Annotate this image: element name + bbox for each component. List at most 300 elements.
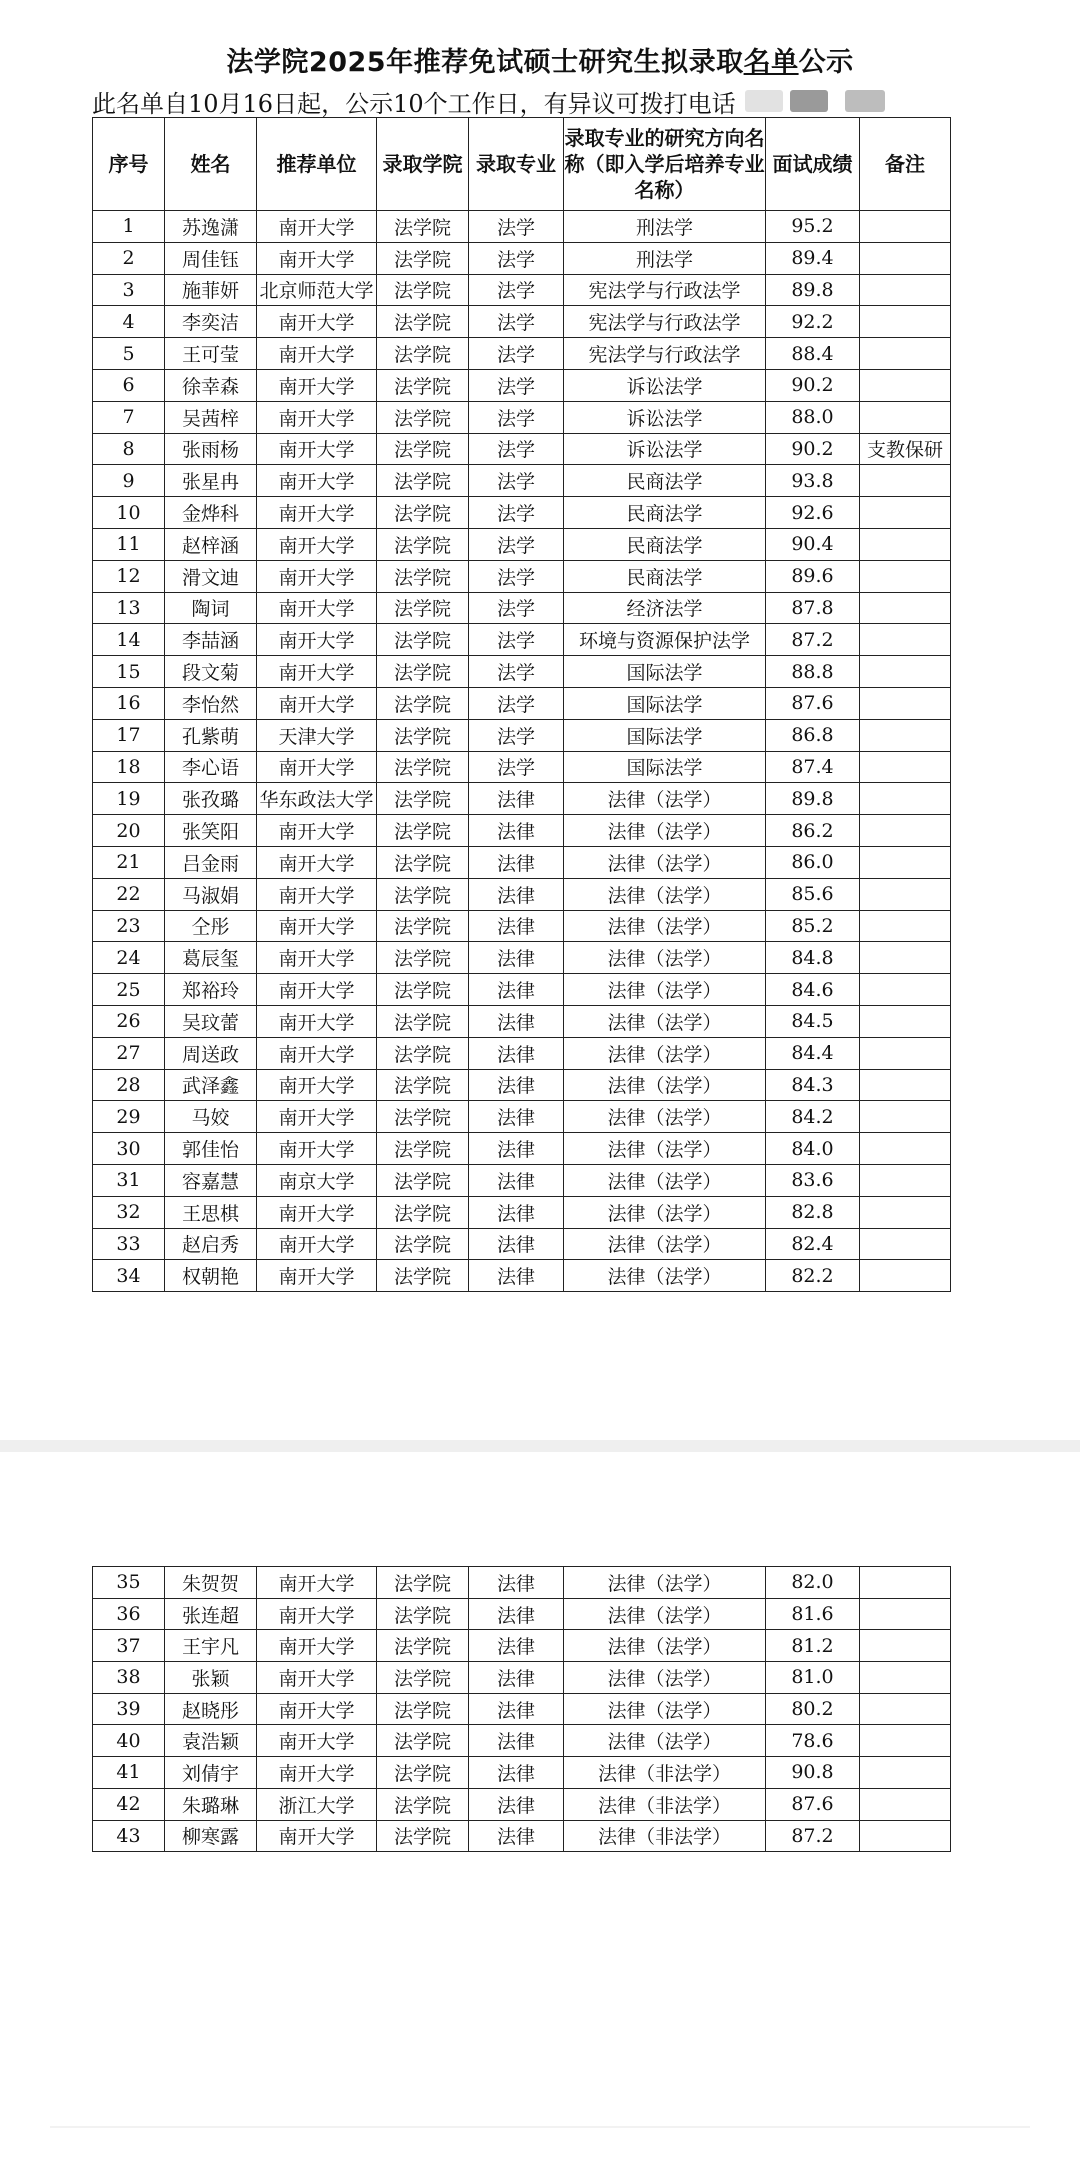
header-direction: 录取专业的研究方向名称（即入学后培养专业名称） [564, 118, 766, 211]
cell-major: 法学 [469, 656, 564, 688]
cell-score: 87.8 [766, 592, 860, 624]
cell-school: 南开大学 [257, 338, 377, 370]
cell-index: 16 [93, 687, 165, 719]
cell-remark [860, 687, 951, 719]
cell-score: 84.2 [766, 1101, 860, 1133]
cell-school: 南开大学 [257, 1037, 377, 1069]
cell-college: 法学院 [377, 1662, 469, 1694]
cell-index: 22 [93, 878, 165, 910]
cell-direction: 国际法学 [564, 656, 766, 688]
table-row [93, 878, 951, 910]
cell-school: 南开大学 [257, 656, 377, 688]
cell-name: 葛辰玺 [165, 942, 257, 974]
cell-college: 法学院 [377, 1037, 469, 1069]
table-row [93, 624, 951, 656]
cell-direction: 法律（法学） [564, 815, 766, 847]
cell-direction: 宪法学与行政法学 [564, 274, 766, 306]
table-row [93, 242, 951, 274]
cell-direction: 环境与资源保护法学 [564, 624, 766, 656]
cell-index: 36 [93, 1598, 165, 1630]
cell-score: 84.0 [766, 1133, 860, 1165]
cell-score: 87.6 [766, 1788, 860, 1820]
cell-score: 87.4 [766, 751, 860, 783]
cell-score: 84.8 [766, 942, 860, 974]
table-row [93, 783, 951, 815]
cell-name: 吕金雨 [165, 846, 257, 878]
cell-remark [860, 1757, 951, 1789]
cell-name: 周送政 [165, 1037, 257, 1069]
cell-college: 法学院 [377, 528, 469, 560]
cell-college: 法学院 [377, 274, 469, 306]
cell-direction: 经济法学 [564, 592, 766, 624]
cell-direction: 民商法学 [564, 560, 766, 592]
cell-remark [860, 1630, 951, 1662]
cell-school: 南开大学 [257, 1196, 377, 1228]
cell-school: 南京大学 [257, 1164, 377, 1196]
cell-major: 法律 [469, 1228, 564, 1260]
cell-name: 李心语 [165, 751, 257, 783]
cell-major: 法律 [469, 1630, 564, 1662]
cell-remark [860, 1005, 951, 1037]
cell-index: 28 [93, 1069, 165, 1101]
cell-direction: 法律（非法学） [564, 1788, 766, 1820]
header-name: 姓名 [165, 118, 257, 211]
cell-major: 法律 [469, 1133, 564, 1165]
cell-index: 1 [93, 211, 165, 243]
cell-school: 南开大学 [257, 560, 377, 592]
cell-college: 法学院 [377, 497, 469, 529]
cell-remark [860, 1228, 951, 1260]
cell-direction: 法律（法学） [564, 783, 766, 815]
cell-major: 法律 [469, 783, 564, 815]
cell-college: 法学院 [377, 1133, 469, 1165]
table-row [93, 1260, 951, 1292]
cell-name: 朱璐琳 [165, 1788, 257, 1820]
cell-direction: 法律（法学） [564, 878, 766, 910]
cell-school: 南开大学 [257, 1662, 377, 1694]
cell-index: 6 [93, 369, 165, 401]
table-row [93, 942, 951, 974]
cell-school: 南开大学 [257, 624, 377, 656]
cell-remark [860, 1662, 951, 1694]
admission-table [92, 117, 951, 1292]
cell-score: 82.4 [766, 1228, 860, 1260]
cell-major: 法律 [469, 1069, 564, 1101]
cell-major: 法律 [469, 846, 564, 878]
cell-major: 法学 [469, 338, 564, 370]
cell-index: 43 [93, 1820, 165, 1852]
table-row [93, 910, 951, 942]
cell-name: 武泽鑫 [165, 1069, 257, 1101]
title-prefix: 法学院2025年推荐免试硕士研究生拟录取 [226, 47, 744, 78]
cell-major: 法学 [469, 401, 564, 433]
cell-direction: 诉讼法学 [564, 401, 766, 433]
table-row [93, 656, 951, 688]
table-row [93, 1567, 951, 1599]
cell-direction: 民商法学 [564, 497, 766, 529]
cell-name: 王可莹 [165, 338, 257, 370]
cell-index: 23 [93, 910, 165, 942]
cell-college: 法学院 [377, 1725, 469, 1757]
cell-direction: 法律（法学） [564, 1662, 766, 1694]
cell-index: 25 [93, 974, 165, 1006]
table-row [93, 1037, 951, 1069]
table-row [93, 687, 951, 719]
cell-major: 法律 [469, 1037, 564, 1069]
cell-school: 南开大学 [257, 369, 377, 401]
cell-remark [860, 528, 951, 560]
cell-score: 89.4 [766, 242, 860, 274]
cell-index: 29 [93, 1101, 165, 1133]
cell-major: 法律 [469, 1567, 564, 1599]
cell-direction: 法律（法学） [564, 1725, 766, 1757]
cell-score: 86.2 [766, 815, 860, 847]
header-major: 录取专业 [469, 118, 564, 211]
cell-name: 权朝艳 [165, 1260, 257, 1292]
cell-score: 86.0 [766, 846, 860, 878]
table-row [93, 1757, 951, 1789]
page-gap [0, 1440, 1080, 1452]
cell-major: 法律 [469, 1101, 564, 1133]
cell-index: 12 [93, 560, 165, 592]
cell-name: 李喆涵 [165, 624, 257, 656]
cell-remark [860, 1598, 951, 1630]
cell-name: 王宇凡 [165, 1630, 257, 1662]
cell-score: 81.6 [766, 1598, 860, 1630]
cell-college: 法学院 [377, 1820, 469, 1852]
cell-score: 95.2 [766, 211, 860, 243]
cell-college: 法学院 [377, 846, 469, 878]
cell-index: 34 [93, 1260, 165, 1292]
cell-major: 法学 [469, 274, 564, 306]
cell-name: 徐幸森 [165, 369, 257, 401]
table-row [93, 1164, 951, 1196]
cell-school: 南开大学 [257, 1133, 377, 1165]
cell-index: 15 [93, 656, 165, 688]
table-row [93, 560, 951, 592]
cell-score: 88.0 [766, 401, 860, 433]
redacted-phone-block [845, 90, 885, 112]
cell-college: 法学院 [377, 369, 469, 401]
cell-college: 法学院 [377, 1196, 469, 1228]
cell-score: 82.8 [766, 1196, 860, 1228]
cell-school: 南开大学 [257, 433, 377, 465]
cell-direction: 法律（法学） [564, 910, 766, 942]
cell-score: 81.0 [766, 1662, 860, 1694]
cell-college: 法学院 [377, 1005, 469, 1037]
cell-school: 天津大学 [257, 719, 377, 751]
cell-school: 南开大学 [257, 751, 377, 783]
cell-score: 90.8 [766, 1757, 860, 1789]
cell-score: 81.2 [766, 1630, 860, 1662]
cell-index: 38 [93, 1662, 165, 1694]
cell-index: 14 [93, 624, 165, 656]
cell-name: 袁浩颖 [165, 1725, 257, 1757]
cell-name: 孔紫萌 [165, 719, 257, 751]
cell-school: 南开大学 [257, 910, 377, 942]
cell-direction: 法律（法学） [564, 974, 766, 1006]
cell-name: 仝彤 [165, 910, 257, 942]
cell-college: 法学院 [377, 306, 469, 338]
cell-school: 南开大学 [257, 592, 377, 624]
cell-name: 王思棋 [165, 1196, 257, 1228]
table-row [93, 433, 951, 465]
cell-remark [860, 846, 951, 878]
cell-school: 南开大学 [257, 942, 377, 974]
cell-major: 法学 [469, 242, 564, 274]
cell-major: 法学 [469, 465, 564, 497]
cell-direction: 法律（法学） [564, 1101, 766, 1133]
cell-index: 20 [93, 815, 165, 847]
notice-text: 此名单自10月16日起，公示10个工作日，有异议可拨打电话 [92, 90, 736, 118]
cell-school: 南开大学 [257, 1725, 377, 1757]
cell-remark [860, 656, 951, 688]
cell-name: 吴玟蕾 [165, 1005, 257, 1037]
cell-major: 法律 [469, 1788, 564, 1820]
cell-direction: 法律（法学） [564, 1133, 766, 1165]
cell-remark [860, 1133, 951, 1165]
cell-index: 8 [93, 433, 165, 465]
cell-remark: 支教保研 [860, 433, 951, 465]
cell-remark [860, 1101, 951, 1133]
cell-direction: 法律（非法学） [564, 1820, 766, 1852]
cell-school: 南开大学 [257, 1757, 377, 1789]
cell-score: 88.4 [766, 338, 860, 370]
cell-direction: 法律（法学） [564, 1196, 766, 1228]
cell-index: 26 [93, 1005, 165, 1037]
cell-major: 法律 [469, 1820, 564, 1852]
cell-name: 朱贺贺 [165, 1567, 257, 1599]
cell-index: 3 [93, 274, 165, 306]
cell-index: 4 [93, 306, 165, 338]
cell-direction: 法律（法学） [564, 1005, 766, 1037]
cell-name: 赵启秀 [165, 1228, 257, 1260]
cell-score: 84.4 [766, 1037, 860, 1069]
cell-major: 法学 [469, 211, 564, 243]
cell-remark [860, 1693, 951, 1725]
cell-remark [860, 274, 951, 306]
cell-college: 法学院 [377, 1069, 469, 1101]
cell-direction: 法律（法学） [564, 1228, 766, 1260]
cell-direction: 法律（法学） [564, 1164, 766, 1196]
cell-school: 南开大学 [257, 306, 377, 338]
cell-direction: 诉讼法学 [564, 369, 766, 401]
cell-college: 法学院 [377, 338, 469, 370]
cell-name: 张星冉 [165, 465, 257, 497]
cell-score: 85.2 [766, 910, 860, 942]
cell-school: 南开大学 [257, 1630, 377, 1662]
table-row [93, 1133, 951, 1165]
cell-index: 21 [93, 846, 165, 878]
cell-college: 法学院 [377, 1788, 469, 1820]
cell-major: 法律 [469, 1693, 564, 1725]
cell-index: 37 [93, 1630, 165, 1662]
cell-index: 10 [93, 497, 165, 529]
table-header-row [93, 118, 951, 211]
cell-college: 法学院 [377, 1101, 469, 1133]
cell-direction: 法律（法学） [564, 1037, 766, 1069]
cell-college: 法学院 [377, 1693, 469, 1725]
cell-college: 法学院 [377, 1630, 469, 1662]
cell-college: 法学院 [377, 592, 469, 624]
header-index: 序号 [93, 118, 165, 211]
cell-school: 南开大学 [257, 846, 377, 878]
cell-major: 法律 [469, 974, 564, 1006]
cell-remark [860, 211, 951, 243]
cell-college: 法学院 [377, 465, 469, 497]
cell-score: 78.6 [766, 1725, 860, 1757]
cell-major: 法学 [469, 687, 564, 719]
table-row [93, 1662, 951, 1694]
cell-index: 31 [93, 1164, 165, 1196]
cell-name: 苏逸潇 [165, 211, 257, 243]
cell-name: 施菲妍 [165, 274, 257, 306]
cell-score: 93.8 [766, 465, 860, 497]
cell-direction: 国际法学 [564, 687, 766, 719]
table-row [93, 719, 951, 751]
cell-name: 赵梓涵 [165, 528, 257, 560]
cell-major: 法学 [469, 751, 564, 783]
cell-major: 法学 [469, 592, 564, 624]
table-row [93, 1788, 951, 1820]
table-row [93, 338, 951, 370]
title-suffix: 公示 [798, 47, 854, 78]
header-remark: 备注 [860, 118, 951, 211]
cell-college: 法学院 [377, 401, 469, 433]
cell-remark [860, 783, 951, 815]
cell-remark [860, 242, 951, 274]
title-underlined: 名单 [743, 47, 799, 78]
cell-name: 张颖 [165, 1662, 257, 1694]
cell-school: 南开大学 [257, 1101, 377, 1133]
table-row [93, 528, 951, 560]
cell-remark [860, 878, 951, 910]
cell-school: 南开大学 [257, 1260, 377, 1292]
header-score: 面试成绩 [766, 118, 860, 211]
cell-name: 张笑阳 [165, 815, 257, 847]
cell-major: 法律 [469, 1196, 564, 1228]
cell-direction: 刑法学 [564, 211, 766, 243]
table-row [93, 974, 951, 1006]
cell-major: 法学 [469, 624, 564, 656]
table-row [93, 465, 951, 497]
cell-remark [860, 974, 951, 1006]
cell-direction: 法律（法学） [564, 1693, 766, 1725]
cell-school: 南开大学 [257, 1693, 377, 1725]
cell-major: 法律 [469, 1725, 564, 1757]
cell-index: 13 [93, 592, 165, 624]
cell-remark [860, 401, 951, 433]
cell-school: 南开大学 [257, 211, 377, 243]
cell-school: 北京师范大学 [257, 274, 377, 306]
cell-remark [860, 1196, 951, 1228]
cell-score: 82.2 [766, 1260, 860, 1292]
cell-index: 32 [93, 1196, 165, 1228]
cell-name: 滑文迪 [165, 560, 257, 592]
cell-score: 89.8 [766, 274, 860, 306]
cell-college: 法学院 [377, 433, 469, 465]
cell-college: 法学院 [377, 624, 469, 656]
table-row [93, 1196, 951, 1228]
cell-score: 83.6 [766, 1164, 860, 1196]
cell-name: 郭佳怡 [165, 1133, 257, 1165]
cell-score: 89.8 [766, 783, 860, 815]
table-row [93, 1069, 951, 1101]
cell-school: 南开大学 [257, 1567, 377, 1599]
cell-index: 7 [93, 401, 165, 433]
cell-college: 法学院 [377, 656, 469, 688]
cell-score: 84.3 [766, 1069, 860, 1101]
cell-index: 30 [93, 1133, 165, 1165]
table-row [93, 369, 951, 401]
cell-school: 南开大学 [257, 878, 377, 910]
cell-name: 段文菊 [165, 656, 257, 688]
cell-major: 法学 [469, 369, 564, 401]
cell-direction: 宪法学与行政法学 [564, 338, 766, 370]
page-title [0, 40, 1080, 79]
cell-major: 法律 [469, 1164, 564, 1196]
cell-school: 南开大学 [257, 1069, 377, 1101]
cell-direction: 国际法学 [564, 719, 766, 751]
cell-college: 法学院 [377, 242, 469, 274]
cell-name: 郑裕玲 [165, 974, 257, 1006]
cell-name: 马姣 [165, 1101, 257, 1133]
cell-remark [860, 942, 951, 974]
cell-remark [860, 1820, 951, 1852]
cell-index: 11 [93, 528, 165, 560]
table-row [93, 401, 951, 433]
cell-name: 李怡然 [165, 687, 257, 719]
cell-index: 35 [93, 1567, 165, 1599]
cell-index: 5 [93, 338, 165, 370]
table-row [93, 592, 951, 624]
redacted-phone-block [790, 90, 828, 112]
cell-college: 法学院 [377, 1757, 469, 1789]
cell-remark [860, 369, 951, 401]
cell-remark [860, 1725, 951, 1757]
table-row [93, 1228, 951, 1260]
table-row [93, 274, 951, 306]
cell-index: 27 [93, 1037, 165, 1069]
cell-college: 法学院 [377, 783, 469, 815]
cell-remark [860, 751, 951, 783]
cell-major: 法学 [469, 719, 564, 751]
admission-table-continued [92, 1566, 951, 1852]
cell-college: 法学院 [377, 1228, 469, 1260]
cell-college: 法学院 [377, 687, 469, 719]
cell-major: 法律 [469, 1662, 564, 1694]
cell-name: 张雨杨 [165, 433, 257, 465]
cell-direction: 国际法学 [564, 751, 766, 783]
cell-school: 南开大学 [257, 465, 377, 497]
cell-remark [860, 592, 951, 624]
cell-major: 法学 [469, 497, 564, 529]
cell-direction: 法律（法学） [564, 846, 766, 878]
cell-direction: 法律（非法学） [564, 1757, 766, 1789]
cell-remark [860, 338, 951, 370]
table-row [93, 1005, 951, 1037]
cell-name: 刘倩宇 [165, 1757, 257, 1789]
cell-name: 周佳钰 [165, 242, 257, 274]
cell-direction: 法律（法学） [564, 1069, 766, 1101]
cell-school: 南开大学 [257, 1005, 377, 1037]
cell-school: 南开大学 [257, 1820, 377, 1852]
cell-college: 法学院 [377, 1164, 469, 1196]
cell-major: 法律 [469, 1598, 564, 1630]
cell-direction: 法律（法学） [564, 1598, 766, 1630]
cell-remark [860, 560, 951, 592]
cell-college: 法学院 [377, 1598, 469, 1630]
